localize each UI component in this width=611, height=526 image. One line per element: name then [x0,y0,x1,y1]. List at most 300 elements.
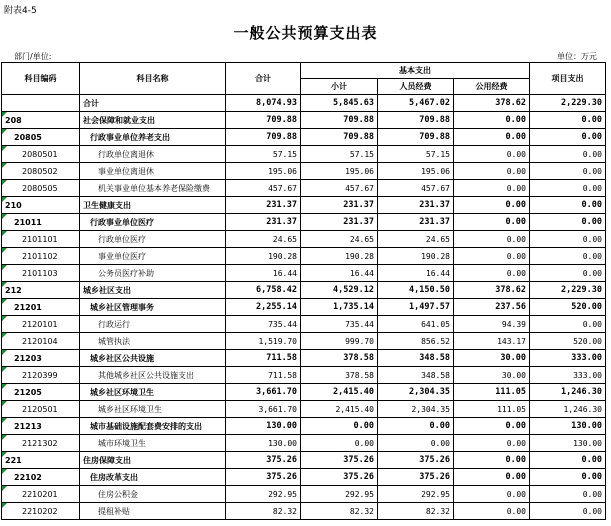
row-code [2,282,80,299]
row-code [2,163,80,180]
unit-label: 单位：万元 [557,52,597,61]
cell-marker-icon [2,299,7,304]
row-public-text: 0.00 [505,200,526,210]
row-code-text: 210 [5,200,22,210]
row-personnel-text: 0.00 [430,438,450,448]
cell-marker-icon [2,384,7,389]
row-project [530,316,606,333]
row-public-text: 0.00 [505,217,526,227]
row-code [2,180,80,197]
row-personnel-text: 348.58 [419,353,450,363]
page-title: 一般公共预算支出表 [233,24,378,42]
row-total [226,384,301,401]
row-code [2,469,80,486]
table-body [2,95,606,520]
table-row [2,95,606,112]
header-name: 科目名称 [80,63,226,95]
row-code-text: 21011 [14,217,42,227]
row-name [80,214,226,231]
table-row [2,282,606,299]
row-public-text: 0.00 [506,234,526,244]
row-project [530,197,606,214]
row-personnel-text: 856.52 [421,336,450,346]
row-total [226,469,301,486]
row-project-text: 1,246.30 [563,404,602,414]
row-code [2,197,80,214]
row-total [226,248,301,265]
row-personnel [378,112,454,129]
row-subtotal-text: 378.58 [345,370,374,380]
row-code-text: 2210201 [22,489,58,499]
header-personnel: 人员经费 [378,79,454,95]
row-name [80,503,226,520]
row-personnel [378,129,454,146]
row-code [2,299,80,316]
row-total [226,367,301,384]
cell-marker-icon [2,197,7,202]
row-subtotal-text: 2,415.40 [333,387,374,397]
row-total [226,129,301,146]
cell-marker-icon [2,282,7,287]
row-project [530,214,606,231]
row-personnel [378,180,454,197]
table-row [2,146,606,163]
row-public [454,163,530,180]
row-personnel-text: 16.44 [425,268,450,278]
row-code-text: 21205 [14,387,42,397]
row-code [2,350,80,367]
row-project-text: 0.00 [582,149,602,159]
row-subtotal [301,180,378,197]
row-name [80,367,226,384]
row-public [454,486,530,503]
row-public [454,231,530,248]
row-name [80,163,226,180]
row-project-text: 0.00 [582,506,602,516]
row-public-text: 0.00 [505,132,526,142]
row-subtotal-text: 709.88 [343,132,374,142]
row-code-text: 2101102 [22,251,58,261]
row-total-text: 57.15 [272,149,297,159]
header-project: 项目支出 [530,63,606,95]
department-label: 部门/单位: [14,52,52,61]
row-public [454,299,530,316]
row-code [2,367,80,384]
row-subtotal [301,486,378,503]
row-project [530,486,606,503]
row-subtotal [301,401,378,418]
row-total-text: 130.00 [266,421,297,431]
table-row [2,435,606,452]
row-public-text: 30.00 [500,353,526,363]
row-public [454,469,530,486]
row-name [80,469,226,486]
row-subtotal-text: 292.95 [345,489,374,499]
row-project-text: 520.00 [573,336,602,346]
row-personnel-text: 24.65 [425,234,450,244]
row-name-text: 行政单位医疗 [98,234,146,244]
row-personnel [378,435,454,452]
row-total-text: 195.06 [268,166,297,176]
row-code-text: 2080501 [22,149,58,159]
cell-marker-icon [2,316,7,321]
row-total [226,350,301,367]
row-personnel [378,367,454,384]
row-subtotal [301,469,378,486]
row-code-text: 2101101 [22,234,58,244]
row-subtotal [301,503,378,520]
row-name [80,452,226,469]
row-personnel-text: 231.37 [419,217,450,227]
row-project-text: 0.00 [582,183,602,193]
row-total-text: 3,661.70 [256,387,297,397]
row-code [2,112,80,129]
row-personnel [378,452,454,469]
table-row [2,469,606,486]
row-personnel [378,469,454,486]
row-personnel [378,503,454,520]
row-code [2,265,80,282]
row-personnel [378,163,454,180]
row-project [530,367,606,384]
row-code [2,503,80,520]
row-code [2,435,80,452]
table-row [2,384,606,401]
cell-marker-icon [2,452,7,457]
row-name [80,401,226,418]
row-public [454,95,530,112]
row-name [80,384,226,401]
row-total-text: 711.58 [266,353,297,363]
row-name-text: 行政事业单位医疗 [90,217,154,227]
row-name [80,112,226,129]
row-subtotal [301,435,378,452]
row-total-text: 231.37 [266,200,297,210]
row-name [80,435,226,452]
cell-marker-icon [2,486,7,491]
table-row [2,129,606,146]
table-row [2,231,606,248]
row-public-text: 0.00 [506,268,526,278]
row-subtotal-text: 2,415.40 [335,404,374,414]
cell-marker-icon [2,367,7,372]
row-total-text: 16.44 [272,268,297,278]
row-name-text: 提租补贴 [98,506,130,516]
row-total-text: 231.37 [266,217,297,227]
header-subtotal: 小计 [301,79,378,95]
row-project-text: 0.00 [582,234,602,244]
row-total [226,180,301,197]
row-public [454,350,530,367]
row-project-text: 0.00 [581,472,602,482]
row-public [454,316,530,333]
row-public [454,180,530,197]
header-row-1 [2,63,606,79]
row-total [226,146,301,163]
row-name [80,129,226,146]
table-row [2,401,606,418]
header-basic: 基本支出 [301,63,530,79]
row-code [2,401,80,418]
row-public [454,503,530,520]
row-subtotal-text: 375.26 [343,455,374,465]
row-personnel-text: 4,150.50 [409,285,450,295]
row-code-text: 2121302 [22,438,58,448]
row-code [2,333,80,350]
row-name [80,265,226,282]
row-code-text: 21203 [14,353,42,363]
row-total-text: 711.58 [268,370,297,380]
cell-marker-icon [2,418,7,423]
row-subtotal-text: 231.37 [343,217,374,227]
row-project [530,418,606,435]
row-total-text: 24.65 [272,234,297,244]
cell-marker-icon [2,333,7,338]
row-project-text: 130.00 [573,438,602,448]
row-public [454,452,530,469]
row-project-text: 0.00 [581,217,602,227]
row-project-text: 333.00 [573,370,602,380]
row-subtotal-text: 4,529.12 [333,285,374,295]
table-row [2,418,606,435]
row-public [454,197,530,214]
row-name-text: 行政运行 [98,319,130,329]
row-personnel [378,282,454,299]
row-code-text: 2120101 [22,319,58,329]
row-subtotal [301,248,378,265]
row-public [454,418,530,435]
row-subtotal [301,282,378,299]
row-project [530,384,606,401]
row-project-text: 0.00 [582,251,602,261]
row-public-text: 0.00 [506,489,526,499]
row-code-text: 208 [5,115,22,125]
row-subtotal-text: 231.37 [343,200,374,210]
row-code [2,418,80,435]
row-subtotal-text: 190.28 [345,251,374,261]
row-personnel-text: 1,497.57 [409,302,450,312]
row-subtotal-text: 195.06 [345,166,374,176]
row-total [226,299,301,316]
row-subtotal [301,299,378,316]
row-name-text: 城乡社区公共设施 [90,353,154,363]
row-total [226,503,301,520]
row-project-text: 520.00 [571,302,602,312]
row-subtotal [301,418,378,435]
row-name-text: 城市基础设施配套费安排的支出 [90,421,202,431]
row-total [226,214,301,231]
row-public-text: 143.17 [497,336,526,346]
row-subtotal-text: 0.00 [353,421,374,431]
row-public [454,146,530,163]
row-name-text: 城管执法 [98,336,130,346]
row-total-text: 6,758.42 [256,285,297,295]
row-name [80,333,226,350]
row-total-text: 190.28 [268,251,297,261]
cell-marker-icon [2,401,7,406]
row-personnel-text: 457.67 [421,183,450,193]
row-total-text: 2,255.14 [256,302,297,312]
row-project [530,350,606,367]
header-code: 科目编码 [2,63,80,95]
row-code [2,452,80,469]
row-code-text: 2101103 [22,268,58,278]
row-public-text: 0.00 [506,438,526,448]
row-total-text: 375.26 [266,455,297,465]
cell-marker-icon [2,146,7,151]
table-row [2,367,606,384]
row-personnel-text: 2,304.35 [409,387,450,397]
row-name-text: 公务员医疗补助 [98,268,154,278]
row-name [80,350,226,367]
row-total-text: 82.32 [272,506,297,516]
row-code [2,95,80,112]
row-public [454,112,530,129]
table-row [2,112,606,129]
row-name-text: 行政事业单位养老支出 [90,132,170,142]
row-project [530,231,606,248]
row-personnel [378,146,454,163]
row-name [80,299,226,316]
row-project [530,282,606,299]
row-subtotal-text: 999.70 [345,336,374,346]
row-name-text: 事业单位离退休 [98,166,154,176]
row-project-text: 0.00 [581,455,602,465]
row-name-text: 住房公积金 [98,489,138,499]
row-personnel-text: 82.32 [425,506,450,516]
row-public-text: 30.00 [501,370,526,380]
row-code-text: 20805 [14,132,42,142]
row-total-text: 709.88 [266,132,297,142]
row-code-text: 22102 [14,472,42,482]
row-code-text: 2210202 [22,506,58,516]
row-personnel [378,316,454,333]
row-project-text: 0.00 [582,166,602,176]
row-name [80,197,226,214]
row-total-text: 292.95 [268,489,297,499]
row-subtotal-text: 5,845.63 [333,98,374,108]
row-name [80,95,226,112]
row-total [226,282,301,299]
row-project-text: 1,246.30 [561,387,602,397]
row-public [454,248,530,265]
row-subtotal [301,384,378,401]
row-personnel-text: 57.15 [425,149,450,159]
row-subtotal [301,452,378,469]
row-name-text: 城乡社区环境卫生 [90,387,154,397]
row-name-text: 卫生健康支出 [83,200,131,210]
budget-table [1,62,606,520]
row-project [530,146,606,163]
row-personnel-text: 195.06 [421,166,450,176]
table-row [2,163,606,180]
row-total [226,486,301,503]
row-total [226,265,301,282]
row-public-text: 94.39 [501,319,526,329]
row-subtotal-text: 82.32 [349,506,374,516]
row-subtotal [301,163,378,180]
row-public-text: 0.00 [506,166,526,176]
row-public-text: 0.00 [506,183,526,193]
row-personnel-text: 2,304.35 [411,404,450,414]
row-subtotal-text: 1,735.14 [333,302,374,312]
row-code [2,384,80,401]
header-total: 合计 [226,63,301,95]
row-public [454,401,530,418]
row-personnel-text: 5,467.02 [409,98,450,108]
row-name-text: 社会保障和就业支出 [83,115,155,125]
row-public [454,214,530,231]
cell-marker-icon [2,112,7,117]
row-total-text: 8,074.93 [256,98,297,108]
row-code-text: 2120104 [22,336,58,346]
row-project [530,469,606,486]
row-subtotal-text: 57.15 [349,149,374,159]
row-subtotal [301,265,378,282]
row-code [2,316,80,333]
row-public [454,333,530,350]
row-code-text: 2120399 [22,370,58,380]
row-project-text: 0.00 [582,489,602,499]
row-project [530,265,606,282]
table-row [2,248,606,265]
table-row [2,486,606,503]
row-project [530,452,606,469]
row-subtotal [301,367,378,384]
row-public [454,435,530,452]
row-project [530,180,606,197]
row-total [226,452,301,469]
row-subtotal [301,316,378,333]
row-project [530,129,606,146]
row-name [80,316,226,333]
attachment-label: 附表4-5 [4,6,37,16]
row-personnel-text: 231.37 [419,200,450,210]
row-personnel-text: 375.26 [419,472,450,482]
row-name [80,231,226,248]
row-total [226,112,301,129]
row-total-text: 735.44 [268,319,297,329]
row-code-text: 2120501 [22,404,58,414]
row-total [226,435,301,452]
table-row [2,265,606,282]
cell-marker-icon [2,129,7,134]
row-project [530,112,606,129]
row-public-text: 378.62 [495,285,526,295]
row-code-text: 221 [5,455,22,465]
row-name [80,282,226,299]
row-personnel [378,350,454,367]
row-public-text: 111.05 [497,404,526,414]
row-personnel [378,384,454,401]
cell-marker-icon [2,163,7,168]
row-name-text: 住房保障支出 [83,455,131,465]
row-subtotal-text: 0.00 [354,438,374,448]
row-public [454,384,530,401]
table-row [2,503,606,520]
row-personnel-text: 0.00 [429,421,450,431]
row-personnel-text: 375.26 [419,455,450,465]
row-personnel [378,231,454,248]
cell-marker-icon [2,503,7,508]
row-code-text: 212 [5,285,22,295]
row-subtotal-text: 457.67 [345,183,374,193]
row-subtotal-text: 378.58 [343,353,374,363]
row-name [80,180,226,197]
row-public [454,265,530,282]
row-code [2,486,80,503]
row-subtotal-text: 16.44 [349,268,374,278]
